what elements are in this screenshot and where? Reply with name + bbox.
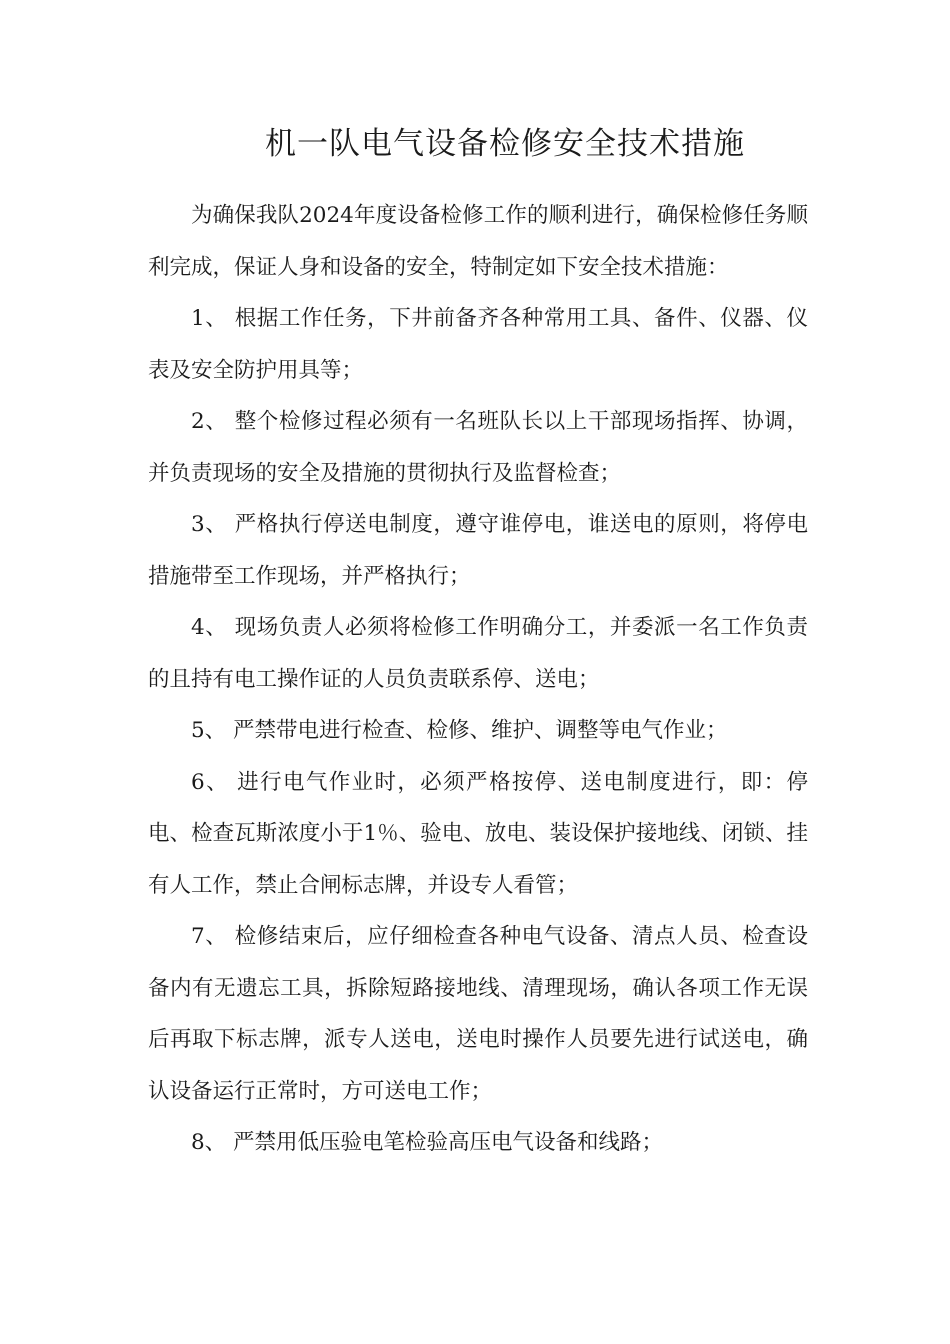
measure-item-3: 3、 严格执行停送电制度，遵守谁停电，谁送电的原则，将停电措施带至工作现场，并严格执行；	[148, 512, 808, 589]
measure-item-6: 6、 进行电气作业时，必须严格按停、送电制度进行，即：停电、检查瓦斯浓度小于1％、验电、放电、装设保护接地线、闭锁、挂有人工作，禁止合闸标志牌，并设专人看管；	[148, 769, 808, 898]
document-body	[148, 190, 808, 1169]
intro-paragraph: 为确保我队2024年度设备检修工作的顺利进行，确保检修任务顺利完成，保证人身和设备的安全，特制定如下安全技术措施：	[148, 203, 808, 280]
measure-item-1: 1、 根据工作任务，下井前备齐各种常用工具、备件、仪器、仪表及安全防护用具等；	[148, 306, 808, 383]
measure-item-5: 5、 严禁带电进行检查、检修、维护、调整等电气作业；	[191, 718, 728, 743]
measure-item-7: 7、 检修结束后，应仔细检查各种电气设备、清点人员、检查设备内有无遗忘工具，拆除短路接地线、清理现场，确认各项工作无误后再取下标志牌，派专人送电，送电时操作人员要先进行试送电，确认设备运行正常时，方可送电工作；	[148, 924, 808, 1104]
document-title: 机一队电气设备检修安全技术措施	[265, 126, 745, 162]
measure-item-2: 2、 整个检修过程必须有一名班队长以上干部现场指挥、协调，并负责现场的安全及措施的贯彻执行及监督检查；	[148, 409, 808, 486]
measure-item-8: 8、 严禁用低压验电笔检验高压电气设备和线路；	[191, 1130, 664, 1155]
measure-item-4: 4、 现场负责人必须将检修工作明确分工，并委派一名工作负责的且持有电工操作证的人员负责联系停、送电；	[148, 615, 808, 692]
